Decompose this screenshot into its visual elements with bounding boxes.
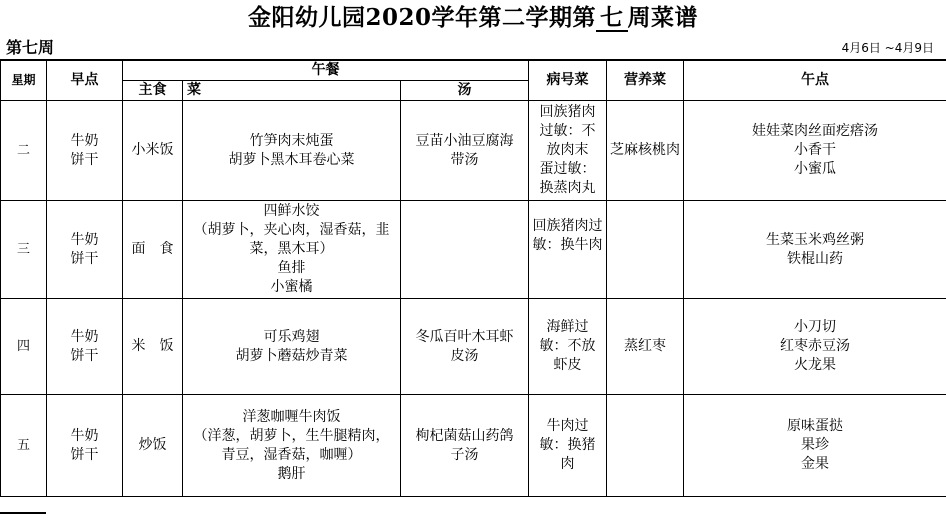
header-staple: 主食	[123, 81, 183, 101]
header-soup: 汤	[401, 81, 529, 101]
menu-table	[0, 60, 946, 497]
day-cell: 四	[1, 299, 47, 395]
soup-cell: 枸杞菌菇山药鸽 子汤	[401, 395, 529, 497]
snack-cell: 小刀切 红枣赤豆汤 火龙果	[684, 299, 946, 395]
page-title	[0, 0, 946, 36]
soup-cell: 冬瓜百叶木耳虾 皮汤	[401, 299, 529, 395]
snack-cell: 生菜玉米鸡丝粥 铁棍山药	[684, 201, 946, 299]
staple-cell: 炒饭	[123, 395, 183, 497]
title-suffix: 周菜谱	[627, 4, 698, 31]
table-row	[1, 299, 946, 395]
nutrition-cell: 芝麻核桃肉	[607, 101, 684, 201]
breakfast-cell: 牛奶 饼干	[47, 299, 123, 395]
staple-cell: 面 食	[123, 201, 183, 299]
soup-cell	[401, 201, 529, 299]
header-lunch: 午餐	[123, 61, 529, 81]
header-day: 星期	[1, 61, 47, 101]
table-row	[1, 395, 946, 497]
nutrition-cell	[607, 395, 684, 497]
day-cell: 三	[1, 201, 47, 299]
nutrition-cell	[607, 201, 684, 299]
nutrition-cell: 蒸红枣	[607, 299, 684, 395]
staple-cell: 小米饭	[123, 101, 183, 201]
dish-cell: 竹笋肉末炖蛋 胡萝卜黑木耳卷心菜	[183, 101, 401, 201]
breakfast-cell: 牛奶 饼干	[47, 101, 123, 201]
title-week-number: 七	[596, 6, 628, 32]
header-dish: 菜	[183, 81, 401, 101]
breakfast-cell: 牛奶 饼干	[47, 395, 123, 497]
header-sick-dish: 病号菜	[529, 61, 607, 101]
snack-cell: 原味蛋挞 果珍 金果	[684, 395, 946, 497]
dish-cell: 四鲜水饺 （胡萝卜，夹心肉，湿香菇，韭 菜，黑木耳） 鱼排 小蜜橘	[183, 201, 401, 299]
day-cell: 五	[1, 395, 47, 497]
week-label: 第七周	[6, 38, 55, 57]
header-breakfast: 早点	[47, 61, 123, 101]
day-cell: 二	[1, 101, 47, 201]
sick-dish-cell: 回族猪肉过 敏：换牛肉	[529, 201, 607, 299]
table-row	[1, 201, 946, 299]
sick-dish-cell: 回族猪肉 过敏：不 放肉末 蛋过敏： 换蒸肉丸	[529, 101, 607, 201]
sick-dish-cell: 牛肉过 敏：换猪 肉	[529, 395, 607, 497]
snack-cell: 娃娃菜肉丝面疙瘩汤 小香干 小蜜瓜	[684, 101, 946, 201]
bottom-rule	[0, 512, 46, 514]
sick-dish-cell: 海鲜过 敏：不放 虾皮	[529, 299, 607, 395]
header-snack: 午点	[684, 61, 946, 101]
soup-cell: 豆苗小油豆腐海 带汤	[401, 101, 529, 201]
date-range: 4月6日 ~4月9日	[841, 41, 934, 55]
header-nutrition-dish: 营养菜	[607, 61, 684, 101]
dish-cell: 洋葱咖喱牛肉饭 （洋葱，胡萝卜，生牛腿精肉， 青豆，湿香菇，咖喱） 鹅肝	[183, 395, 401, 497]
title-prefix: 金阳幼儿园2020学年第二学期第	[247, 4, 596, 31]
breakfast-cell: 牛奶 饼干	[47, 201, 123, 299]
header-row-1	[1, 61, 946, 81]
table-row	[1, 101, 946, 201]
dish-cell: 可乐鸡翅 胡萝卜蘑菇炒青菜	[183, 299, 401, 395]
staple-cell: 米 饭	[123, 299, 183, 395]
